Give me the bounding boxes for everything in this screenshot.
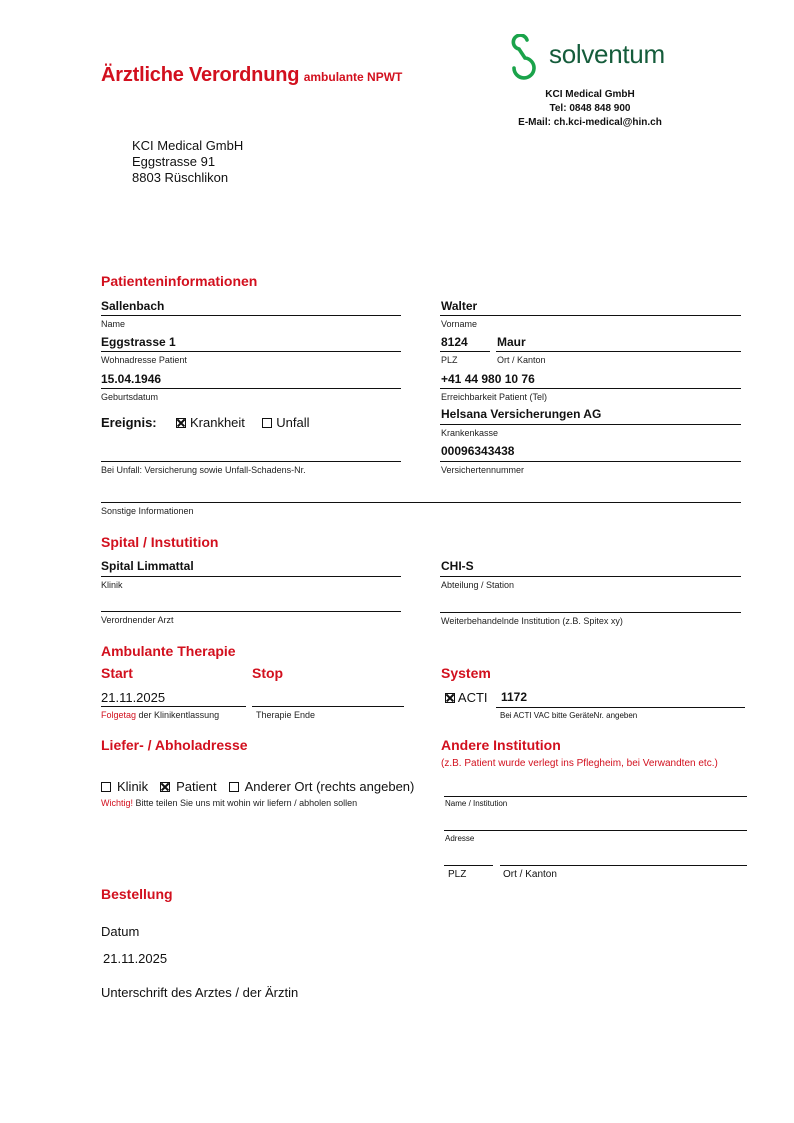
event-accident-checkbox[interactable] <box>262 418 272 428</box>
institution-city-label: Ort / Kanton <box>503 869 557 880</box>
section-title-therapy: Ambulante Therapie <box>101 643 236 659</box>
patient-birthdate-line <box>101 388 401 389</box>
system-name: ACTI <box>457 690 488 705</box>
document-subtitle: ambulante NPWT <box>303 70 403 84</box>
event-sickness-label: Krankheit <box>189 415 245 430</box>
system-caption: Bei ACTI VAC bitte GeräteNr. angeben <box>500 711 638 720</box>
company-email: E-Mail: ch.kci-medical@hin.ch <box>518 117 662 128</box>
therapy-start-label: Start <box>101 665 133 681</box>
patient-phone-line <box>440 388 741 389</box>
event-sickness-checkbox[interactable] <box>176 418 186 428</box>
patient-firstname-value[interactable]: Walter <box>441 299 478 313</box>
patient-firstname-label: Vorname <box>441 319 478 329</box>
order-date-value[interactable]: 21.11.2025 <box>103 951 168 966</box>
accident-insurance-line <box>101 461 401 462</box>
institution-plz-line <box>444 865 493 866</box>
delivery-patient-label: Patient <box>176 779 217 794</box>
therapy-stop-line <box>252 706 404 707</box>
therapy-start-caption-red: Folgetag <box>101 710 137 720</box>
insured-number-line <box>440 461 741 462</box>
delivery-clinic-label: Klinik <box>117 779 149 794</box>
delivery-note-red: Wichtig! <box>101 798 134 808</box>
clinic-value[interactable]: Spital Limmattal <box>101 559 194 573</box>
institution-city-line <box>500 865 747 866</box>
recipient-line-1: KCI Medical GmbH <box>132 138 244 153</box>
delivery-note <box>101 798 357 808</box>
department-line <box>440 576 741 577</box>
system-row <box>445 690 488 705</box>
patient-name-label: Name <box>101 319 126 329</box>
institution-name-line <box>444 796 747 797</box>
therapy-stop-label: Stop <box>252 665 284 681</box>
delivery-options <box>101 779 414 794</box>
other-info-label: Sonstige Informationen <box>101 506 194 516</box>
department-label: Abteilung / Station <box>441 580 515 590</box>
patient-city-line <box>496 351 741 352</box>
recipient-line-3: 8803 Rüschlikon <box>132 170 229 185</box>
event-row <box>101 414 310 432</box>
patient-name-line <box>101 315 401 316</box>
signature-label: Unterschrift des Arztes / der Ärztin <box>101 985 299 1000</box>
other-info-line <box>101 502 741 503</box>
patient-phone-label: Erreichbarkeit Patient (Tel) <box>441 392 548 402</box>
institution-plz-label: PLZ <box>448 869 467 880</box>
doctor-label: Verordnender Arzt <box>101 615 174 625</box>
delivery-note-text: Bitte teilen Sie uns mit wohin wir liefern / abholen sollen <box>135 798 358 808</box>
event-label: Ereignis: <box>101 415 157 430</box>
institution-hint: (z.B. Patient wurde verlegt ins Pflegheim, bei Verwandten etc.) <box>441 758 718 769</box>
patient-plz-value[interactable]: 8124 <box>441 335 468 349</box>
document-title: Ärztliche Verordnung <box>101 64 300 86</box>
system-acti-checkbox[interactable] <box>445 693 455 703</box>
delivery-other-checkbox[interactable] <box>229 782 239 792</box>
system-number-line <box>496 707 745 708</box>
institution-address-label: Adresse <box>445 834 475 843</box>
accident-insurance-label: Bei Unfall: Versicherung sowie Unfall-Schadens-Nr. <box>101 465 306 475</box>
followup-line <box>440 612 741 613</box>
clinic-line <box>101 576 401 577</box>
patient-birthdate-value[interactable]: 15.04.1946 <box>101 372 162 386</box>
followup-label: Weiterbehandelnde Institution (z.B. Spitex xy) <box>441 616 623 626</box>
patient-firstname-line <box>440 315 741 316</box>
company-phone: Tel: 0848 848 900 <box>549 103 631 114</box>
patient-plz-label: PLZ <box>441 355 458 365</box>
insurer-label: Krankenkasse <box>441 428 499 438</box>
department-value[interactable]: CHI-S <box>441 559 474 573</box>
insured-number-value[interactable]: 00096343438 <box>441 444 515 458</box>
insurer-value[interactable]: Helsana Versicherungen AG <box>441 407 602 421</box>
patient-birthdate-label: Geburtsdatum <box>101 392 159 402</box>
delivery-clinic-checkbox[interactable] <box>101 782 111 792</box>
document-title-block <box>101 64 402 87</box>
therapy-start-caption-text: der Klinikentlassung <box>138 710 220 720</box>
brand-name: solventum <box>549 39 665 69</box>
patient-plz-line <box>440 351 490 352</box>
solventum-logo <box>509 34 709 80</box>
section-title-institution: Andere Institution <box>441 737 561 753</box>
patient-address-label: Wohnadresse Patient <box>101 355 187 365</box>
event-accident-label: Unfall <box>276 415 310 430</box>
section-title-delivery: Liefer- / Abholadresse <box>101 737 248 753</box>
recipient-address <box>132 138 243 186</box>
therapy-start-value[interactable]: 21.11.2025 <box>101 690 166 705</box>
patient-address-line <box>101 351 401 352</box>
therapy-start-line <box>101 706 246 707</box>
clinic-label: Klinik <box>101 580 123 590</box>
insured-number-label: Versichertennummer <box>441 465 525 475</box>
solventum-s-icon <box>509 34 541 80</box>
patient-name-value[interactable]: Sallenbach <box>101 299 165 313</box>
therapy-start-caption <box>101 710 219 720</box>
patient-phone-value[interactable]: +41 44 980 10 76 <box>441 372 535 386</box>
therapy-stop-caption: Therapie Ende <box>256 710 316 720</box>
company-contact <box>480 88 700 130</box>
section-title-hospital: Spital / Instutition <box>101 534 219 550</box>
delivery-other-label: Anderer Ort (rechts angeben) <box>244 779 415 794</box>
company-name: KCI Medical GmbH <box>545 89 635 100</box>
recipient-line-2: Eggstrasse 91 <box>132 154 216 169</box>
institution-name-label: Name / Institution <box>445 799 508 808</box>
section-title-order: Bestellung <box>101 886 173 902</box>
insurer-line <box>440 424 741 425</box>
patient-city-label: Ort / Kanton <box>497 355 546 365</box>
therapy-system-label: System <box>441 665 491 681</box>
section-title-patient: Patienteninformationen <box>101 273 258 289</box>
doctor-line <box>101 611 401 612</box>
order-date-label: Datum <box>101 924 140 939</box>
patient-city-value[interactable]: Maur <box>497 335 526 349</box>
system-number-value[interactable]: 1172 <box>501 690 528 704</box>
patient-address-value[interactable]: Eggstrasse 1 <box>101 335 176 349</box>
delivery-patient-checkbox[interactable] <box>160 782 170 792</box>
institution-address-line <box>444 830 747 831</box>
